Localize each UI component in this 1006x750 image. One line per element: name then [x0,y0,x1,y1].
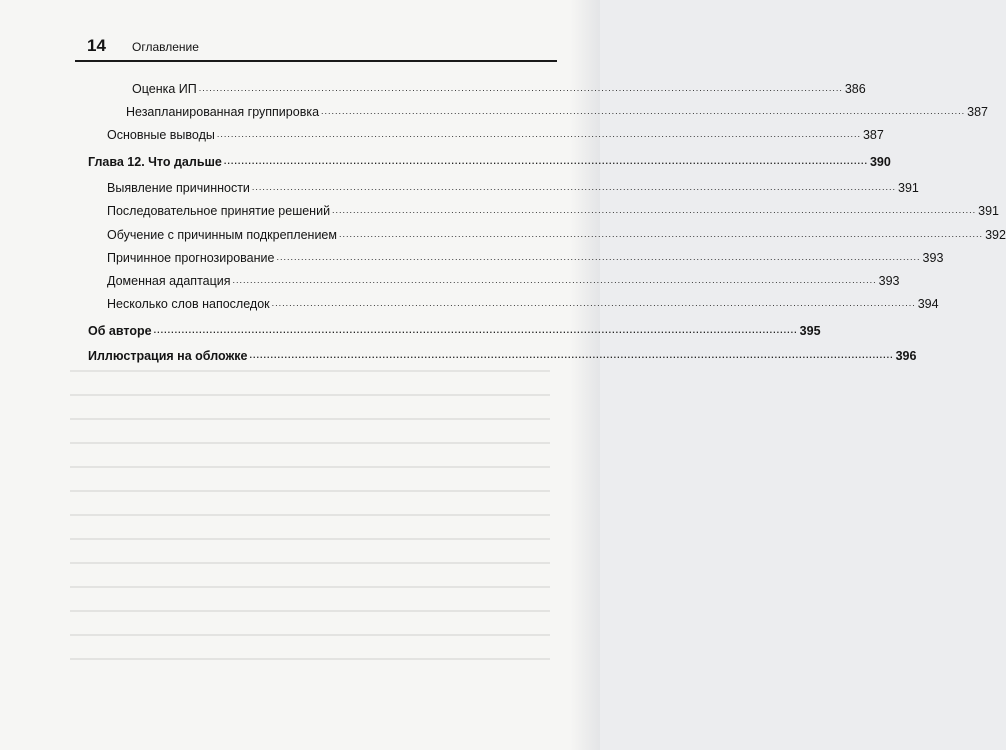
toc-leader-dots: ........................................................................................................................................................................................ [198,83,843,93]
toc-entry[interactable] [132,78,866,96]
toc-entry[interactable] [107,177,919,195]
toc-leader-dots: ........................................................................................................................................................................................ [332,205,977,215]
toc-entry-page: 393 [878,274,900,288]
toc-leader-dots: ........................................................................................................................................................................................ [271,298,916,308]
toc-entry-label: Глава 12. Что дальше [88,155,222,169]
toc-entry-label: Несколько слов напоследок [107,297,270,311]
toc-entry[interactable] [107,270,900,288]
toc-entry-page: 396 [895,349,917,363]
header-rule [75,60,557,62]
toc-entry-label: Доменная адаптация [107,274,231,288]
toc-entry-label: Незапланированная группировка [126,105,320,119]
toc-entry-page: 386 [844,82,866,96]
toc-entry-page: 391 [978,204,999,218]
toc-entry-label: Выявление причинности [107,181,250,195]
header-title: Оглавление [132,40,199,54]
page-number: 14 [87,36,106,55]
toc-chapter[interactable] [88,320,821,338]
toc-leader-dots: ........................................................................................................................................................................................ [321,106,966,116]
running-header [75,36,555,58]
toc-leader-dots: ........................................................................................................................................................................................ [216,129,861,139]
toc-chapter[interactable] [88,151,891,169]
toc-leader-dots: ........................................................................................................................................................................................ [153,325,798,335]
toc-entry[interactable] [107,200,999,218]
toc-leader-dots: ........................................................................................................................................................................................ [276,252,921,262]
toc-entry-label: Об авторе [88,324,152,338]
bleed-through-text [70,370,550,710]
toc-entry[interactable] [107,124,884,142]
toc-entry-page: 390 [869,155,891,169]
toc-entry[interactable] [107,293,939,311]
toc-entry[interactable] [107,247,944,265]
toc-leader-dots: ........................................................................................................................................................................................ [251,182,897,192]
toc-entry-label: Оценка ИП [132,82,197,96]
toc-leader-dots: ........................................................................................................................................................................................ [223,156,868,166]
toc-leader-dots: ........................................................................................................................................................................................ [249,350,894,360]
toc-entry-label: Причинное прогнозирование [107,251,275,265]
toc-entry-page: 392 [985,228,1006,242]
toc-entry-label: Основные выводы [107,128,215,142]
toc-entry-label: Иллюстрация на обложке [88,349,248,363]
toc-entry-page: 393 [922,251,944,265]
toc-entry-label: Последовательное принятие решений [107,204,331,218]
toc-entry[interactable] [107,224,1006,242]
toc-entry-page: 387 [862,128,884,142]
toc-leader-dots: ........................................................................................................................................................................................ [232,275,877,285]
toc-entry-page: 387 [967,105,988,119]
toc-entry[interactable] [126,101,988,119]
toc-entry-page: 394 [917,297,939,311]
toc-entry-page: 391 [898,181,919,195]
toc-chapter[interactable] [88,345,917,363]
toc-entry-page: 395 [799,324,821,338]
toc-entry-label: Обучение с причинным подкреплением [107,228,337,242]
toc-leader-dots: ........................................................................................................................................................................................ [338,229,984,239]
